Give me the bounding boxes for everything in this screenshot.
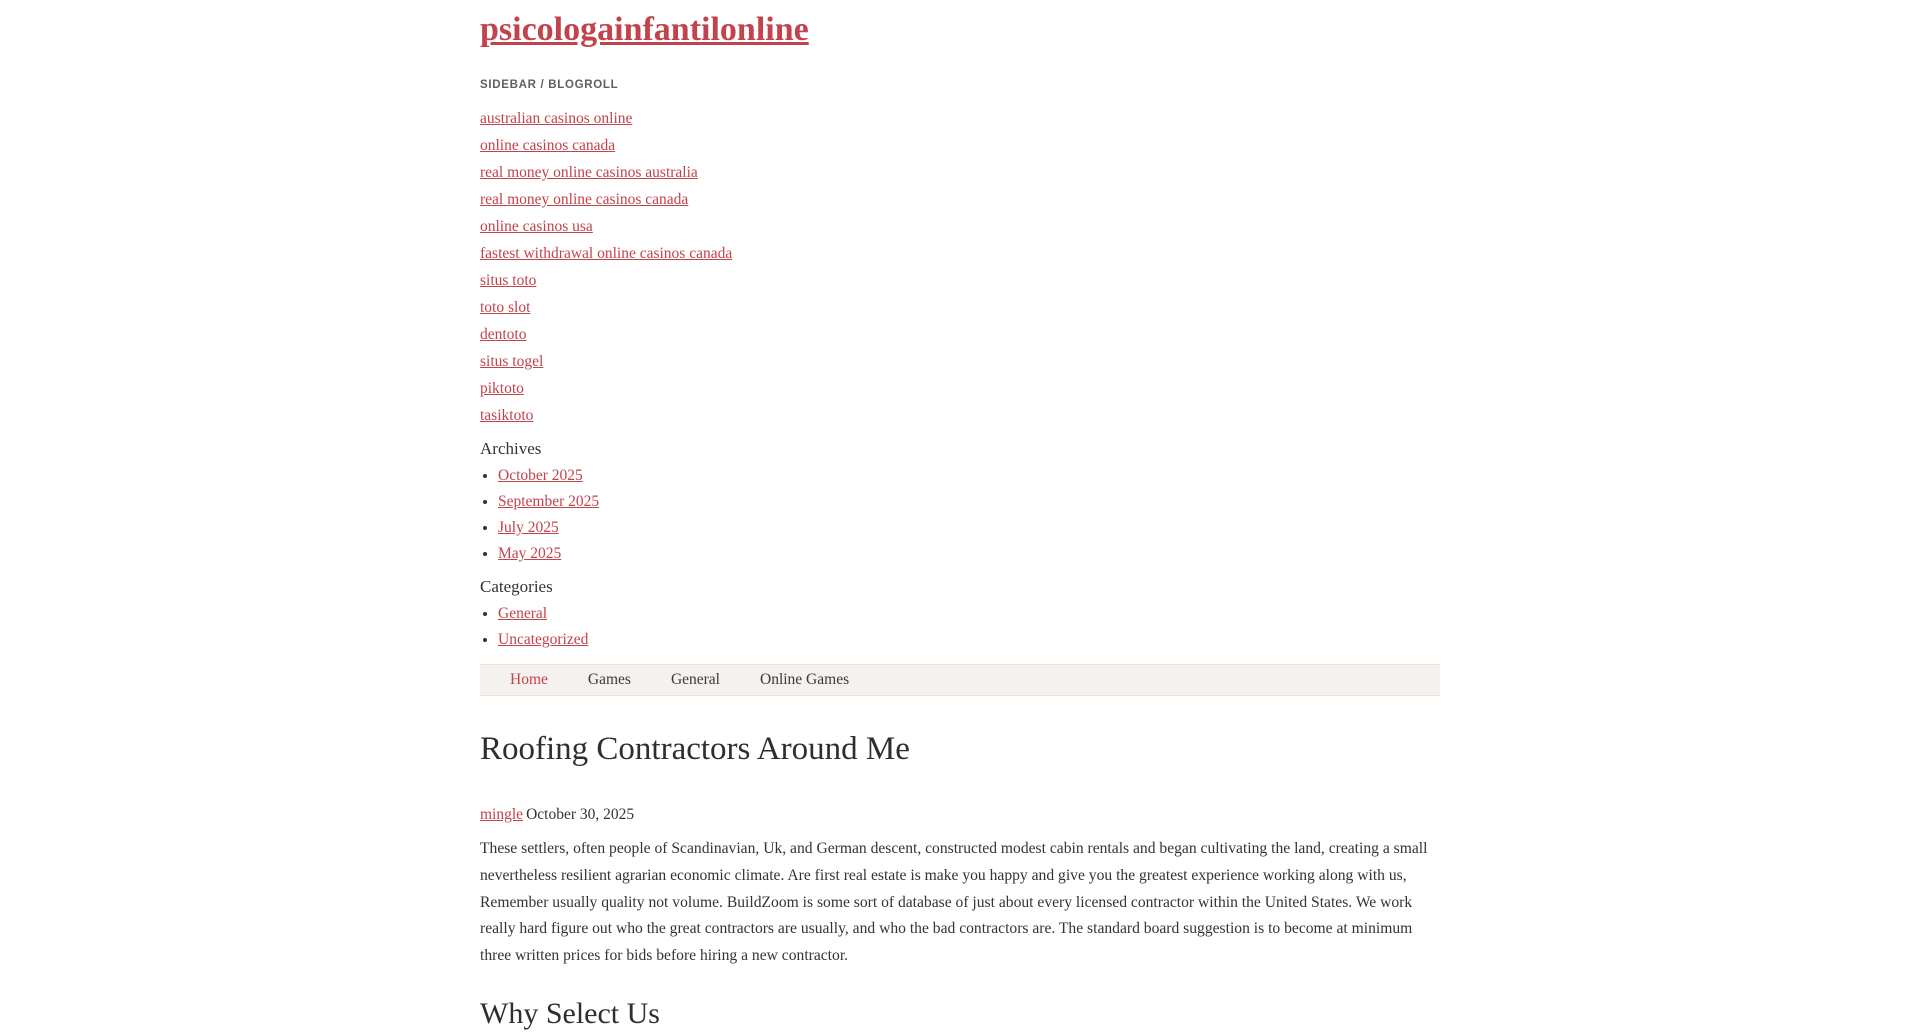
categories-list [480, 604, 1440, 650]
blogroll-link[interactable]: online casinos usa [480, 218, 593, 236]
list-item [498, 544, 1440, 564]
list-item [498, 492, 1440, 512]
section-heading: Why Select Us [480, 996, 660, 1030]
categories-title: Categories [480, 577, 553, 597]
list-item [480, 244, 1440, 264]
list-item [480, 163, 1440, 183]
blogroll-link[interactable]: fastest withdrawal online casinos canada [480, 245, 733, 263]
list-item [480, 109, 1440, 129]
nav-item-online-games[interactable]: Online Games [760, 671, 850, 689]
blogroll-link[interactable]: situs togel [480, 353, 544, 371]
post-date: October 30, 2025 [526, 805, 635, 823]
author-link[interactable]: mingle [480, 805, 524, 823]
list-item [480, 298, 1440, 318]
list-item [480, 352, 1440, 372]
nav-item-general[interactable]: General [670, 671, 720, 689]
list-item [480, 406, 1440, 426]
site-title-link[interactable]: psicologainfantilonline [480, 11, 809, 48]
list-item [480, 217, 1440, 237]
blogroll-link[interactable]: real money online casinos australia [480, 164, 698, 182]
list-item [498, 630, 1440, 650]
entry-content [480, 836, 1440, 970]
nav-item-home[interactable]: Home [510, 671, 548, 689]
blogroll-link[interactable]: tasiktoto [480, 407, 534, 425]
entry-meta [480, 806, 1440, 824]
paragraph: These settlers, often people of Scandinavian, Uk, and German descent, constructed modest cabin rentals and began cultivating the land, creating a small nevertheless resilient agrarian economic climate. Are first real estate is make you happy and give you the greatest experience working along with us, Remember usually quality not volume. BuildZoom is some sort of database of just about every licensed contractor within the United States. We work really hard figure out who the great contractors are usually, and who the bad contractors are. The standard board suggestion is to become at minimum three written prices for bids before hiring a new contractor. [480, 839, 1428, 965]
archives-title: Archives [480, 439, 542, 459]
list-item [498, 518, 1440, 538]
blogroll-link[interactable]: dentoto [480, 326, 527, 344]
blogroll-link[interactable]: australian casinos online [480, 110, 633, 128]
blogroll-link[interactable]: real money online casinos canada [480, 191, 689, 209]
blogroll-link[interactable]: piktoto [480, 380, 524, 398]
archive-link[interactable]: September 2025 [498, 493, 600, 511]
main-navigation [480, 664, 1440, 696]
category-link[interactable]: General [498, 605, 548, 623]
blogroll-list [480, 109, 1440, 426]
page-title: Roofing Contractors Around Me [480, 731, 910, 768]
site-header [480, 0, 1440, 49]
article [480, 696, 1440, 1032]
nav-item-games[interactable]: Games [587, 671, 631, 689]
list-item [498, 466, 1440, 486]
content-column [480, 0, 1440, 1032]
list-item [480, 379, 1440, 399]
list-item [480, 271, 1440, 291]
archive-link[interactable]: May 2025 [498, 545, 562, 563]
list-item [480, 190, 1440, 210]
sidebar-heading: SIDEBAR / BLOGROLL [480, 79, 619, 92]
list-item [480, 325, 1440, 345]
blogroll-link[interactable]: online casinos canada [480, 137, 616, 155]
blogroll-link[interactable]: toto slot [480, 299, 531, 317]
archive-link[interactable]: October 2025 [498, 467, 583, 485]
archive-link[interactable]: July 2025 [498, 519, 559, 537]
blogroll-link[interactable]: situs toto [480, 272, 537, 290]
category-link[interactable]: Uncategorized [498, 631, 589, 649]
list-item [498, 604, 1440, 624]
archives-list [480, 466, 1440, 564]
list-item [480, 136, 1440, 156]
